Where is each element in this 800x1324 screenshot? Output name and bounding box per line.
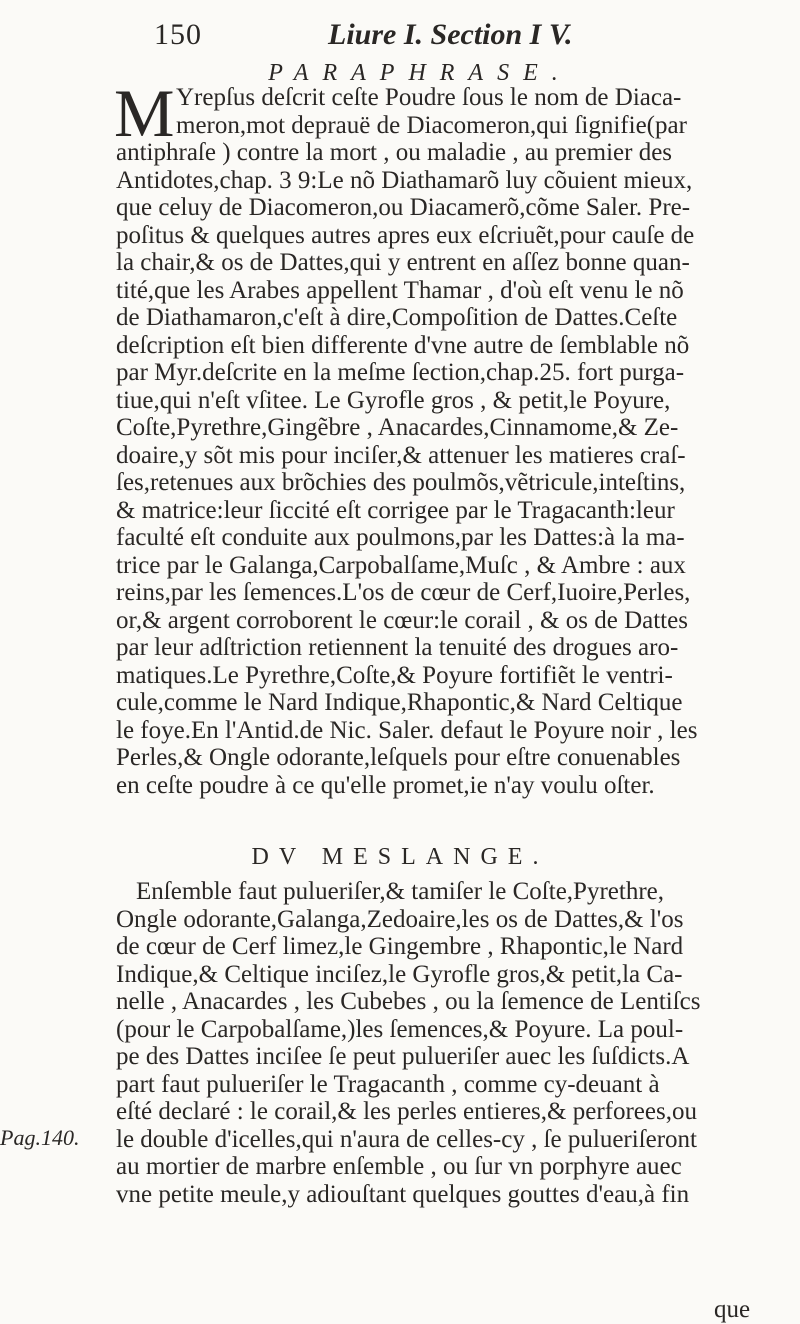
melange-heading: DV MESLANGE.: [251, 844, 549, 870]
paraphrase-body: [114, 75, 776, 799]
text-line: par leur adſtriction retiennent la tenuité des drogues aro-: [116, 634, 679, 661]
paraphrase-heading: PARAPHRASE.: [268, 60, 572, 86]
page-number: 150: [154, 18, 202, 51]
text-line: (pour le Carpobalſame,)les ſemences,& Poyure. La poul-: [116, 1015, 684, 1043]
text-line: la chair,& os de Dattes,qui y entrent en aſſez bonne quan-: [116, 249, 690, 276]
text-line: Ongle odorante,Galanga,Zedoaire,les os de Dattes,& l'os: [116, 905, 684, 933]
text-line: cule,comme le Nard Indique,Rhapontic,& Nard Celtique: [116, 689, 683, 716]
text-line: trice par le Galanga,Carpobalſame,Muſc , & Ambre : aux: [116, 551, 686, 579]
text-line: tiue,qui n'eſt vſitee. Le Gyrofle gros , & petit,le Poyure,: [116, 386, 671, 414]
text-line: de Diathamaron,c'eſt à dire,Compoſition de Dattes.Ceſte: [116, 304, 678, 331]
catchword: que: [714, 1296, 751, 1323]
text-line: Antidotes,chap. 3 9:Le nõ Diathamarõ luy cõuient mieux,: [116, 166, 693, 194]
melange-body: [116, 878, 776, 1208]
text-line: ſes,retenues aux brõchies des poulmõs,vẽtricule,inteſtins,: [116, 469, 686, 496]
text-line: eſté declaré : le corail,& les perles entieres,& perforees,ou: [116, 1098, 697, 1125]
text-line: nelle , Anacardes , les Cubebes , ou la ſemence de Lentiſcs: [116, 988, 701, 1015]
text-line: le foye.En l'Antid.de Nic. Saler. defaut le Poyure noir , les: [116, 716, 698, 744]
text-line: Enſemble faut pulueriſer,& tamiſer le Coſte,Pyrethre,: [136, 878, 664, 905]
text-line: que celuy de Diacomeron,ou Diacamerõ,cõme Saler. Pre-: [116, 194, 691, 221]
text-line: en ceſte poudre à ce qu'elle promet,ie n'ay voulu oſter.: [116, 771, 655, 799]
margin-note: Pag.140.: [0, 1125, 80, 1150]
text-line: antiphraſe ) contre la mort , ou maladie , au premier des: [116, 139, 673, 166]
text-line: deſcription eſt bien differente d'vne autre de ſemblable nõ: [116, 331, 690, 359]
text-line: meron,mot deprauë de Diacomeron,qui ſignifie(par: [176, 111, 687, 139]
text-line: Yrepſus deſcrit ceſte Poudre ſous le nom de Diaca-: [176, 84, 682, 111]
text-line: de cœur de Cerf limez,le Gingembre , Rhapontic,le Nard: [116, 933, 684, 960]
text-line: part faut pulueriſer le Tragacanth , comme cy-deuant à: [116, 1070, 660, 1098]
page-header: [148, 18, 708, 58]
text-line: or,& argent corroborent le cœur:le corail , & os de Dattes: [116, 606, 688, 634]
text-line: par Myr.deſcrite en la meſme ſection,chap.25. fort purga-: [116, 359, 685, 386]
text-line: matiques.Le Pyrethre,Coſte,& Poyure fortifiẽt le ventri-: [116, 661, 673, 689]
text-line: au mortier de marbre enſemble , ou ſur vn porphyre auec: [116, 1153, 682, 1180]
text-line: poſitus & quelques autres apres eux eſcriuẽt,pour cauſe de: [116, 221, 695, 249]
text-line: tité,que les Arabes appellent Thamar , d'où eſt venu le nõ: [116, 276, 684, 304]
text-line: pe des Dattes inciſee ſe peut pulueriſer auec les ſuſdicts.A: [116, 1043, 690, 1070]
text-line: doaire,y sõt mis pour inciſer,& attenuer les matieres craſ-: [116, 441, 686, 469]
text-line: Indique,& Celtique inciſez,le Gyrofle gros,& petit,la Ca-: [116, 960, 683, 988]
text-line: le double d'icelles,qui n'aura de celles-cy , ſe pulueriſeront: [116, 1125, 698, 1153]
text-line: Perles,& Ongle odorante,leſquels pour eſtre conuenables: [116, 744, 681, 771]
running-title: Liure I. Section I V.: [328, 18, 573, 51]
drop-cap: M: [114, 75, 175, 151]
text-line: vne petite meule,y adiouſtant quelques gouttes d'eau,à fin: [116, 1180, 690, 1208]
text-line: Coſte,Pyrethre,Gingẽbre , Anacardes,Cinnamome,& Ze-: [116, 414, 679, 441]
text-line: & matrice:leur ſiccité eſt corrigee par le Tragacanth:leur: [116, 496, 675, 524]
text-line: reins,par les ſemences.L'os de cœur de Cerf,Iuoire,Perles,: [116, 579, 691, 606]
text-line: faculté eſt conduite aux poulmons,par les Dattes:à la ma-: [116, 524, 685, 551]
